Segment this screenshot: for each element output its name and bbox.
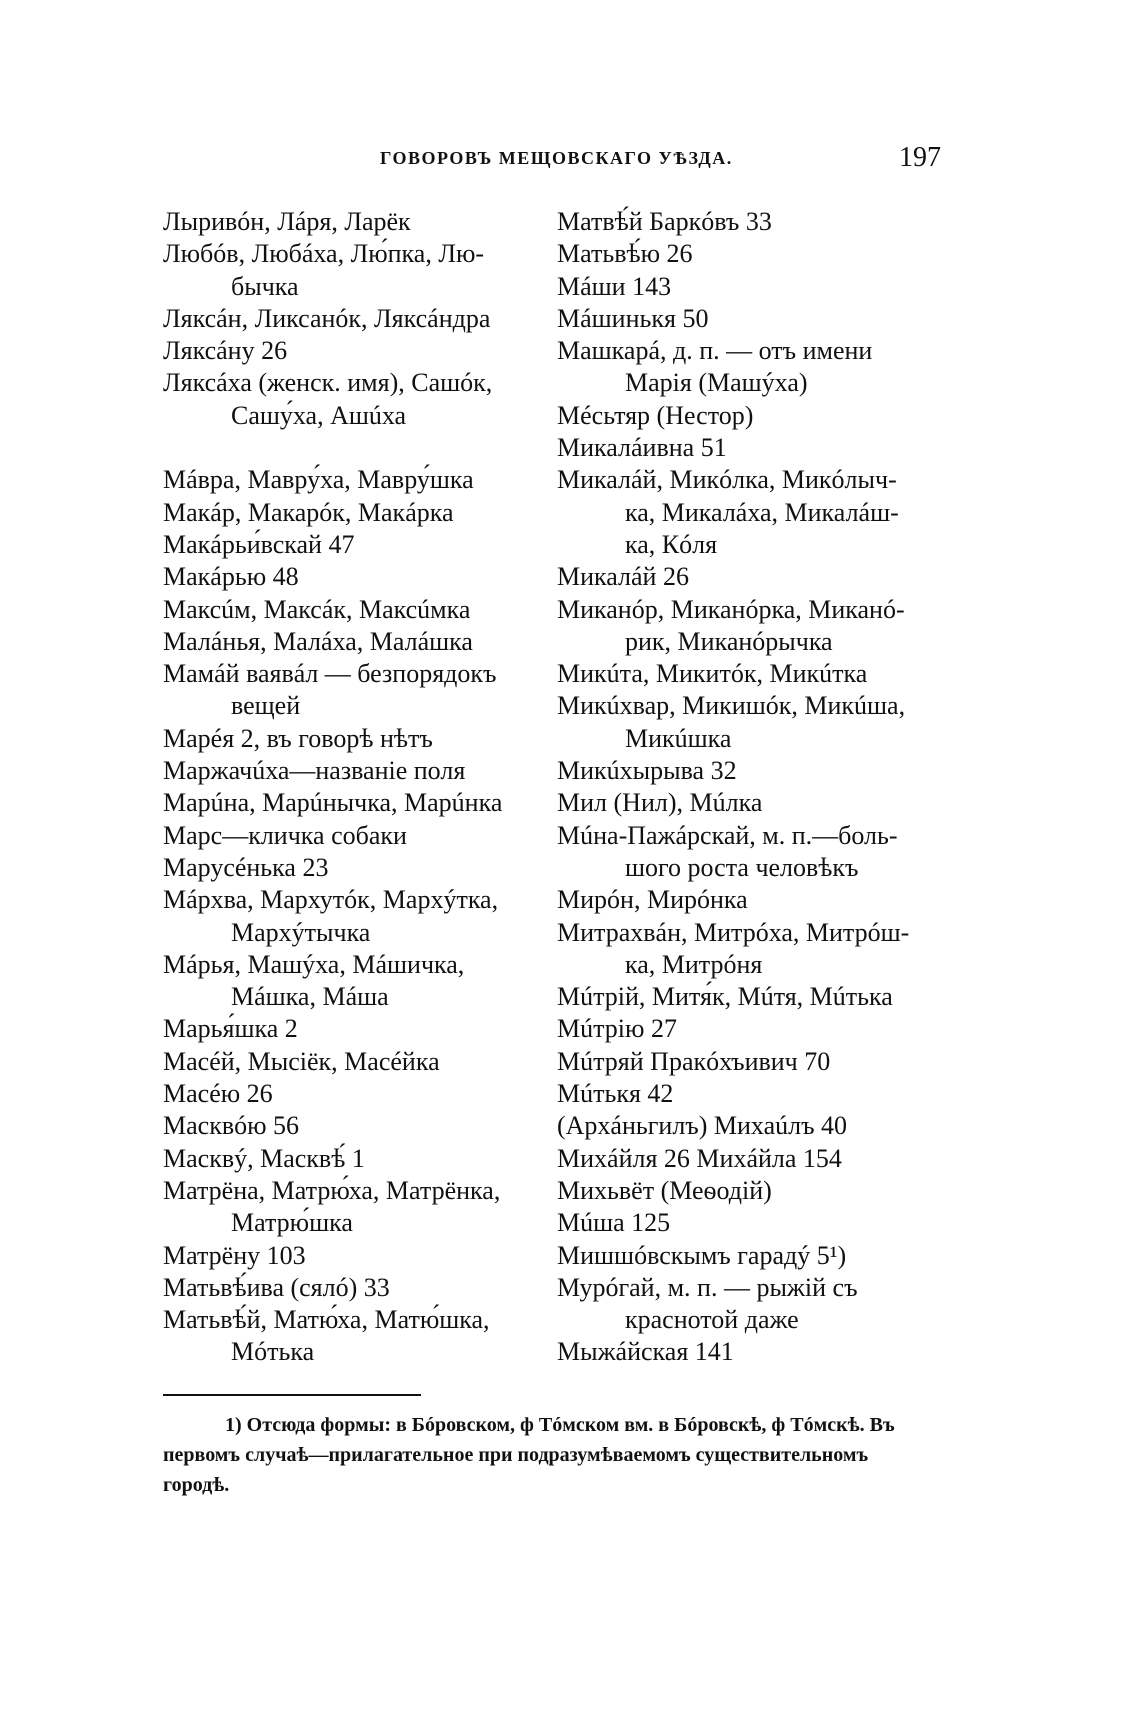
dictionary-entry-line: рик, Миканóрычка <box>625 626 833 656</box>
dictionary-entry-line: краснотой даже <box>625 1305 799 1335</box>
dictionary-entry-line: Марс—кличка собаки <box>163 820 407 850</box>
dictionary-entry-line: Марусéнька 23 <box>163 852 329 882</box>
dictionary-entry-line: Матрёна, Матрю́ха, Матрёнка, <box>163 1175 501 1205</box>
dictionary-entry-line: Мúтькя 42 <box>557 1079 674 1109</box>
right-column <box>557 206 945 1369</box>
dictionary-entry-line: ка, Микалáха, Микалáш- <box>625 497 899 527</box>
dictionary-entry-line: Матьвѣ́й, Матю́ха, Матю́шка, <box>163 1305 490 1335</box>
dictionary-entry-line: (Архáньгилъ) Михаúлъ 40 <box>557 1111 848 1141</box>
dictionary-entry-line: Мишшóвскымъ гарадý 5¹) <box>557 1240 847 1270</box>
footnote-line: городѣ. <box>163 1474 230 1496</box>
dictionary-entry-line: Мáрхва, Мархутóк, Мархýтка, <box>163 885 499 915</box>
running-header: ГОВОРОВЪ МЕЩОВСКАГО УѢЗДА. <box>380 148 733 168</box>
dictionary-entry-line: Матрю́шка <box>231 1208 353 1238</box>
dictionary-entry-line: Марья́шка 2 <box>163 1014 298 1044</box>
dictionary-entry-line: Мархýтычка <box>231 917 371 947</box>
dictionary-entry-line: Лыривóн, Лáря, Ларёк <box>163 207 411 236</box>
dictionary-entry-line: Ляксáха (женск. имя), Сашóк, <box>163 368 493 398</box>
dictionary-entry-line: Макáрьи́вскай 47 <box>163 529 355 559</box>
dictionary-entry-line: Масéй, Мысіёк, Масéйка <box>163 1046 440 1076</box>
dictionary-entry-line: Масéю 26 <box>163 1079 273 1109</box>
page-number: 197 <box>899 142 941 173</box>
dictionary-entry-line: Маржачúха—названіе поля <box>163 756 466 786</box>
dictionary-entry-line: Ляксáн, Ликсанóк, Ляксáндра <box>163 303 491 333</box>
left-column <box>163 206 545 1369</box>
dictionary-entry-line: Мурóгай, м. п. — рыжій съ <box>557 1272 858 1302</box>
dictionary-entry-line: Матрёну 103 <box>163 1240 306 1270</box>
dictionary-entry-line: Масквý, Масквѣ́ 1 <box>163 1143 365 1173</box>
dictionary-entry-line: Митрахвáн, Митрóха, Митрóш- <box>557 917 910 947</box>
dictionary-entry-line: Макáр, Макарóк, Макáрка <box>163 497 454 527</box>
dictionary-entry-line: Мúтрію 27 <box>557 1014 677 1044</box>
footnote-line: 1) Отсюда формы: в Бóровском, ф Тóмском вм. в Бóровскѣ, ф Тóмскѣ. Въ <box>225 1414 895 1436</box>
dictionary-entry-line: Микúта, Микитóк, Микúтка <box>557 659 868 689</box>
dictionary-entry-line: Макáрью 48 <box>163 562 299 592</box>
dictionary-entry-line: Матвѣ́й Баркóвъ 33 <box>557 207 772 236</box>
dictionary-entry-line: Микúхвар, Микишóк, Микúша, <box>557 691 906 721</box>
dictionary-entry-line: Микúшка <box>625 723 732 753</box>
footnote-line: первомъ случаѣ—прилагательное при подразумѣваемомъ существительномъ <box>163 1444 869 1466</box>
dictionary-entry-line: Мúна-Пажáрскай, м. п.—боль- <box>557 820 898 850</box>
dictionary-entry-line: ка, Митрóня <box>625 949 763 979</box>
dictionary-entry-line: Матьвѣ́ю 26 <box>557 239 693 269</box>
section-gap <box>163 432 545 464</box>
dictionary-entry-line: Масквóю 56 <box>163 1111 300 1141</box>
dictionary-entry-line: Марія (Машýха) <box>625 368 808 398</box>
dictionary-entry-line: Микалáй, Микóлка, Микóлыч- <box>557 465 897 495</box>
footnote-rule <box>163 1394 421 1396</box>
dictionary-entry-line: Михáйля 26 Михáйла 154 <box>557 1143 842 1173</box>
dictionary-entry-line: Максúм, Максáк, Максúмка <box>163 594 471 624</box>
dictionary-entry-line: Мамáй ваявáл — безпорядокъ <box>163 659 497 689</box>
dictionary-entry-line: Мúтрій, Митя́к, Мúтя, Мúтька <box>557 982 893 1012</box>
dictionary-entry-line: Мáши 143 <box>557 271 672 301</box>
dictionary-entry-line: шого роста человѣкъ <box>625 852 859 882</box>
dictionary-entry-line: Марúна, Марúнычка, Марúнка <box>163 788 503 818</box>
dictionary-entry-line: Мыжáйская 141 <box>557 1337 734 1367</box>
dictionary-entry-line: Мúтряй Пракóхъивич 70 <box>557 1046 831 1076</box>
dictionary-entry-line: Любóв, Любáха, Лю́пка, Лю- <box>163 239 485 269</box>
dictionary-entry-line: ка, Кóля <box>625 529 718 559</box>
dictionary-entry-line: Машкарá, д. п. — отъ имени <box>557 336 873 366</box>
dictionary-entry-line: Марéя 2, въ говорѣ нѣтъ <box>163 723 433 753</box>
dictionary-entry-line: Мáшка, Мáша <box>231 982 389 1012</box>
dictionary-entry-line: Микалáй 26 <box>557 562 689 592</box>
dictionary-entry-line: Михьвёт (Меѳодій) <box>557 1175 772 1205</box>
dictionary-entry-line: Мирóн, Мирóнка <box>557 885 748 915</box>
dictionary-entry-line: Мил (Нил), Мúлка <box>557 788 763 818</box>
dictionary-entry-line: вещей <box>231 691 301 721</box>
dictionary-entry-line: Малáнья, Малáха, Малáшка <box>163 626 473 656</box>
dictionary-entry-line: Мáвра, Мавру́ха, Мавру́шка <box>163 465 474 495</box>
dictionary-entry-line: Мóтька <box>231 1337 315 1367</box>
dictionary-entry-line: Сашу́ха, Ашúха <box>231 400 407 430</box>
dictionary-entry-line: Микалáивна 51 <box>557 433 727 463</box>
dictionary-entry-line: Мáрья, Машýха, Мáшичка, <box>163 949 465 979</box>
dictionary-entry-line: Ляксáну 26 <box>163 336 288 366</box>
footnote <box>163 1410 943 1500</box>
dictionary-entry-line: Мáшинькя 50 <box>557 303 709 333</box>
dictionary-entry-line: Миканóр, Миканóрка, Миканó- <box>557 594 905 624</box>
dictionary-entry-line: Мéсьтяр (Нестор) <box>557 400 754 430</box>
dictionary-entry-line: Мúша 125 <box>557 1208 671 1238</box>
dictionary-entry-line: Матьвѣ́ива (сялó) 33 <box>163 1272 390 1302</box>
dictionary-entry-line: Микúхырыва 32 <box>557 756 737 786</box>
dictionary-entry-line: бычка <box>231 271 299 301</box>
